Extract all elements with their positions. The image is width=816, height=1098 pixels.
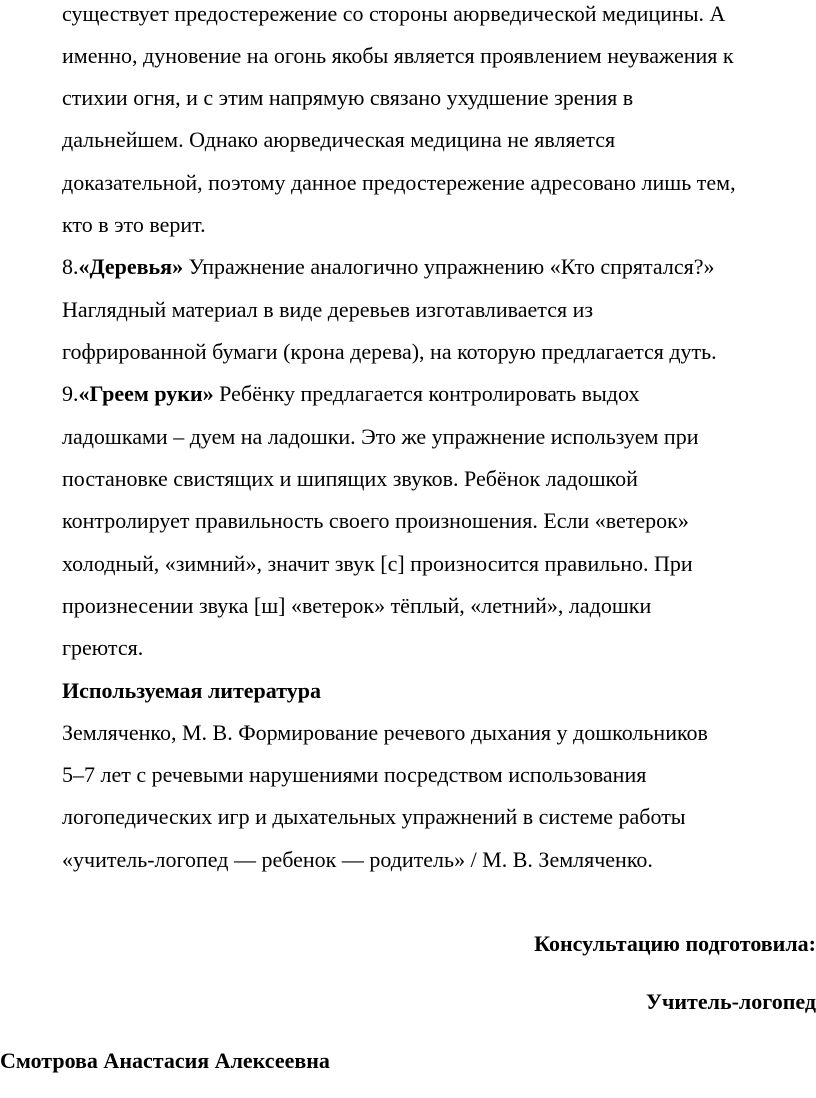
prepared-by-label: Консультацию подготовила: xyxy=(534,931,816,956)
item-9-text: Ребёнку предлагается контролировать выдох xyxy=(213,381,640,406)
item-8-text: Упражнение аналогично упражнению «Кто спрятался?» xyxy=(183,254,715,279)
paragraph-line: постановке свистящих и шипящих звуков. Ребёнок ладошкой xyxy=(62,466,638,491)
paragraph-line: доказательной, поэтому данное предостережение адресовано лишь тем, xyxy=(62,170,736,195)
paragraph-line: контролирует правильность своего произношения. Если «ветерок» xyxy=(62,508,689,533)
author-position: Учитель-логопед xyxy=(645,989,816,1014)
paragraph-line: именно, дуновение на огонь якобы является проявлением неуважения к xyxy=(62,43,734,68)
reference-line: логопедических игр и дыхательных упражнений в системе работы xyxy=(62,804,686,829)
paragraph-line: кто в это верит. xyxy=(62,212,206,237)
item-9-title: «Греем руки» xyxy=(78,381,214,406)
reference-line: Земляченко, М. В. Формирование речевого дыхания у дошкольников xyxy=(62,720,708,745)
paragraph-line: греются. xyxy=(62,635,144,660)
author-name: Смотрова Анастасия Алексеевна xyxy=(0,1048,330,1073)
item-8-first-line xyxy=(62,253,714,281)
item-8-title: «Деревья» xyxy=(78,254,184,279)
paragraph-line: холодный, «зимний», значит звук [с] произносится правильно. При xyxy=(62,551,693,576)
paragraph-line: ладошками – дуем на ладошки. Это же упражнение используем при xyxy=(62,424,699,449)
paragraph-line: Наглядный материал в виде деревьев изготавливается из xyxy=(62,297,594,322)
paragraph-line: произнесении звука [ш] «ветерок» тёплый, «летний», ладошки xyxy=(62,593,652,618)
paragraph-line: существует предостережение со стороны аюрведической медицины. А xyxy=(62,1,726,26)
reference-line: 5–7 лет с речевыми нарушениями посредством использования xyxy=(62,762,647,787)
item-9-first-line xyxy=(62,380,639,408)
item-8-number: 8. xyxy=(62,254,79,279)
paragraph-line: стихии огня, и с этим напрямую связано ухудшение зрения в xyxy=(62,85,634,110)
paragraph-line: гофрированной бумаги (крона дерева), на которую предлагается дуть. xyxy=(62,339,717,364)
reference-line: «учитель-логопед — ребенок — родитель» / М. В. Земляченко. xyxy=(62,847,653,872)
literature-heading: Используемая литература xyxy=(62,678,321,703)
item-9-number: 9. xyxy=(62,381,79,406)
paragraph-line: дальнейшем. Однако аюрведическая медицина не является xyxy=(62,127,616,152)
